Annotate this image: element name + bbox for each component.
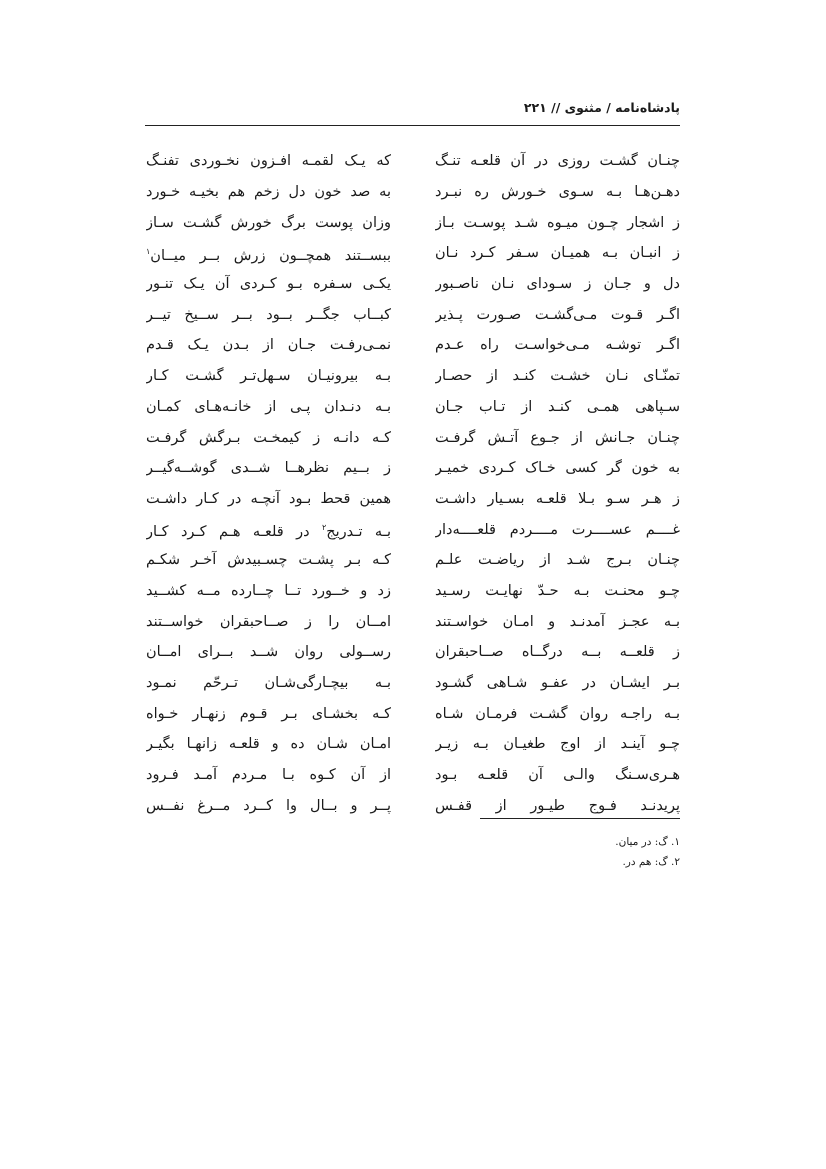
couplet [145,729,680,760]
couplet [145,361,680,392]
hemistich-second: زد و خــورد تــا چــارده مــه کشــید [146,582,391,599]
couplet [145,392,680,423]
couplet [145,422,680,453]
couplet [145,576,680,607]
couplet [145,668,680,699]
footnote-marker: ۲ [321,522,327,532]
hemistich-second: کـه بـر پشـت چسـبیدش آخـر شکـم [146,552,391,569]
running-header [145,100,680,126]
hemistich-second: بـه دنـدان پـی از خانـه‌هـای کمـان [146,398,391,415]
hemistich-first: ز هـر سـو بـلا قلعـه بسـیار داشـت [435,490,680,507]
header-title: پادشاه‌نامه / مثنوی // [551,100,680,115]
couplet [145,606,680,637]
hemistich-first: تمنّـای نـان خشـت کنـد از حصـار [435,368,680,385]
hemistich-second: بـه تـدریج$^۲$ در قلعـه هـم کـرد کـار [146,522,391,540]
hemistich-first: غــــم عســــرت مــــردم قلعــــه‌دار [435,521,680,538]
running-title [524,100,680,115]
couplet [145,484,680,515]
hemistich-second: نمـی‌رفـت جـان از بـدن یـک قـدم [146,337,391,354]
hemistich-first: سـپاهی همـی کنـد از تـاب جـان [435,398,680,415]
couplet [145,637,680,668]
couplet [145,698,680,729]
hemistich-first: بـه راجـه روان گشـت فرمـان شـاه [435,705,680,722]
footnote-rule [480,818,680,819]
footnote-marker: ۱ [146,246,151,256]
hemistich-first: چـو آینـد از اوج طغیـان بـه زیـر [435,736,680,753]
footnote-item: ۱. گ: در میان. [615,836,680,848]
hemistich-first: دل و جـان ز سـودای نـان ناصـبور [435,276,680,293]
hemistich-first: چنـان بـرج شـد از ریاضـت علـم [435,552,680,569]
hemistich-first: چـو محنـت بـه حـدّ نهایـت رسـید [435,582,680,599]
hemistich-second: بـه بیچـارگی‌شـان تـرحّم نمـود [146,675,391,692]
couplet [145,790,680,821]
header-rule [145,125,680,126]
hemistich-first: پریدنـد فـوج طیـور از قفـس [435,797,680,814]
couplet [145,238,680,269]
hemistich-first: دهـن‌هـا بـه سـوی خـورش ره نبـرد [435,184,680,201]
couplet [145,177,680,208]
couplet [145,146,680,177]
hemistich-first: هـری‌سـنگ والـی آن قلعـه بـود [435,767,680,784]
hemistich-first: چنـان گشـت روزی در آن قلعـه تنـگ [435,153,680,170]
hemistich-second: بـه بیرونیـان سـهل‌تـر گشـت کـار [146,368,391,385]
hemistich-second: یکـی سـفره بـو کـردی آن یـک تنـور [146,276,391,293]
hemistich-first: به خون گر کسی خـاک کـردی خمیـر [435,460,680,477]
hemistich-second: کـه بخشـای بـر قـوم زنهـار خـواه [146,705,391,722]
couplet [145,545,680,576]
hemistich-second: همین قحط بـود آنچـه در کـار داشـت [146,490,391,507]
hemistich-second: کبــاب جگــر بــود بــر ســیخ تیــر [146,306,391,323]
hemistich-second: از آن کـوه بـا مـردم آمـد فـرود [146,767,391,784]
footnotes [180,832,680,872]
page-number: ۲۲۱ [523,100,547,115]
couplet [145,514,680,545]
couplet [145,299,680,330]
hemistich-first: چنـان جـانش از جـوع آتـش گرفـت [435,429,680,446]
hemistich-second: امـان شـان ده و قلعـه زانهـا بگیـر [146,736,391,753]
couplet [145,760,680,791]
hemistich-first: اگـر توشـه مـی‌خواسـت راه عـدم [435,337,680,354]
hemistich-first: اگـر قـوت مـی‌گشـت صـورت پـذیر [435,306,680,323]
hemistich-second: رســولی روان شــد بــرای امــان [146,644,391,661]
hemistich-second: ز بــیم نظرهــا شــدی گوشــه‌گیــر [146,460,391,477]
hemistich-second: وزان پوست برگ خورش گشـت سـاز [146,214,391,231]
hemistich-first: ز قلعــه بــه درگــاه صــاحبقران [435,644,680,661]
footnote-item: ۲. گ: هم در. [622,856,680,868]
hemistich-first: ز انبـان بـه همیـان سـفر کـرد نـان [435,245,680,262]
couplet [145,207,680,238]
hemistich-second: کـه دانـه ز کیمخـت بـرگش گرفـت [146,429,391,446]
couplet [145,453,680,484]
hemistich-first: بـه عجـز آمدنـد و امـان خواسـتند [435,613,680,630]
hemistich-first: بـر ایشـان در عفـو شـاهی گشـود [435,675,680,692]
hemistich-first: ز اشجار چـون میـوه شـد پوسـت بـاز [435,214,680,231]
hemistich-second: به صد خون دل زخم هم بخیـه خـورد [146,184,391,201]
couplet [145,269,680,300]
hemistich-second: که یـک لقمـه افـزون نخـوردی تفنـگ [146,153,391,170]
hemistich-second: ببســتند همچــون زرش بــر میــان$^۱$ [146,246,391,264]
hemistich-second: امــان را ز صــاحبقران خواســتند [146,613,391,630]
poem-body [145,146,680,821]
hemistich-second: پــر و بــال وا کــرد مــرغ نفــس [146,797,391,814]
couplet [145,330,680,361]
